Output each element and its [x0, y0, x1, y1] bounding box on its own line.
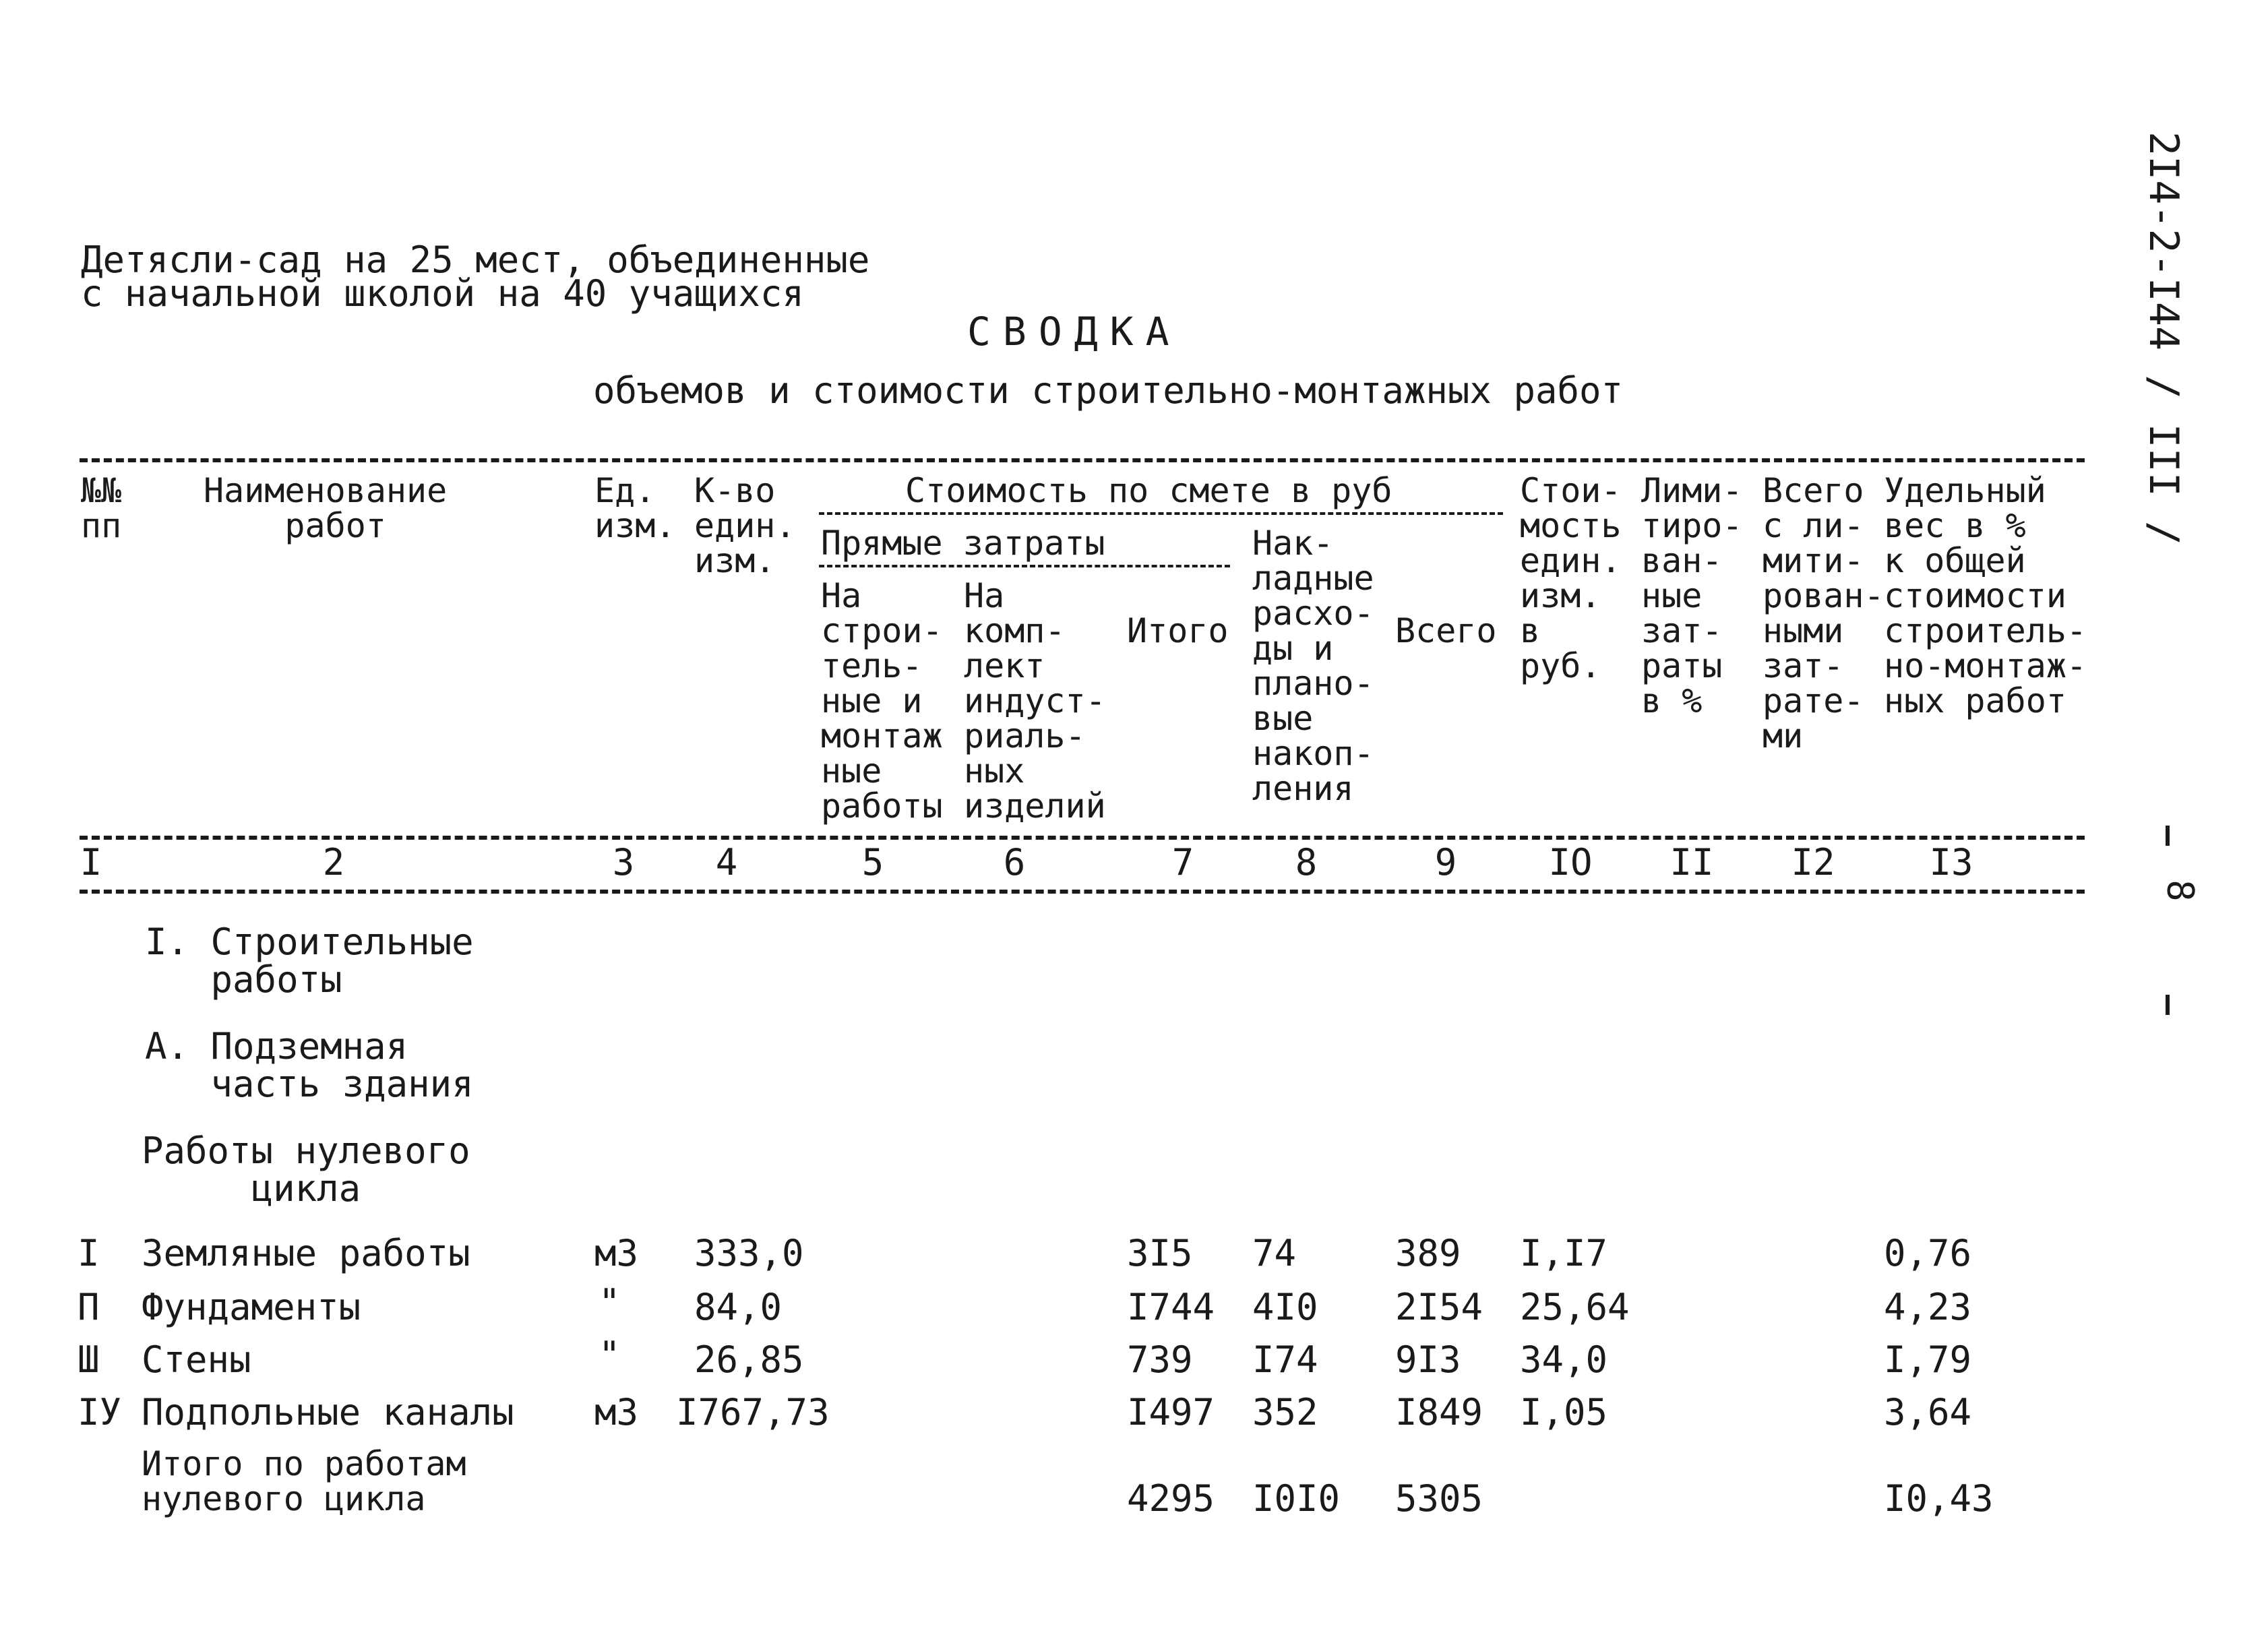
row-overhead: 74 — [1252, 1232, 1297, 1274]
row-number: IУ — [78, 1391, 122, 1433]
colnum-13: I3 — [1929, 841, 1973, 884]
colnum-3: 3 — [612, 841, 635, 884]
colnum-7: 7 — [1171, 841, 1194, 884]
row-overhead: 352 — [1252, 1391, 1318, 1433]
row-unit-cost: I,05 — [1520, 1391, 1608, 1433]
header-unit: Ед. изм. — [594, 471, 676, 545]
row-number: I — [78, 1232, 100, 1274]
row-unit-cost: 25,64 — [1520, 1286, 1630, 1328]
row-all: 389 — [1395, 1232, 1461, 1274]
header-col5: На строи- тель- ные и монтаж ные работы — [821, 576, 943, 826]
row-all: 9I3 — [1395, 1338, 1461, 1381]
row-total: 3I5 — [1127, 1232, 1193, 1274]
row-qty: 333,0 — [694, 1232, 804, 1274]
row-unit: м3 — [594, 1391, 639, 1433]
row-overhead: 4I0 — [1252, 1286, 1318, 1328]
header-col7: Итого — [1127, 611, 1229, 650]
row-total: I497 — [1127, 1391, 1215, 1433]
row-unit: " — [599, 1281, 621, 1324]
subtotal-total: 4295 — [1127, 1477, 1215, 1520]
row-unit-cost: I,I7 — [1520, 1232, 1608, 1274]
row-name: Земляные работы — [142, 1232, 470, 1274]
colnum-10: IO — [1548, 841, 1593, 884]
header-direct-costs: Прямые затраты — [821, 524, 1105, 563]
row-unit: " — [599, 1334, 621, 1376]
page-tick-bottom — [2166, 995, 2170, 1015]
colnum-top-rule — [80, 836, 2085, 840]
page-tick-top — [2166, 826, 2170, 846]
row-weight: 3,64 — [1884, 1391, 1972, 1433]
colnum-6: 6 — [1003, 841, 1026, 884]
section-zero-cycle: Работы нулевого цикла — [142, 1130, 470, 1210]
row-all: I849 — [1395, 1391, 1483, 1433]
row-total: I744 — [1127, 1286, 1215, 1328]
header-col10: Стои- мость един. изм. в руб. — [1520, 471, 1622, 685]
section-underground-part: А. Подземная часть здания — [145, 1025, 474, 1105]
subtotal-name: Итого по работам нулевого цикла — [142, 1444, 466, 1518]
header-col9: Всего — [1395, 611, 1497, 650]
header-num: №№ пп — [81, 471, 122, 545]
colnum-8: 8 — [1295, 841, 1318, 884]
row-unit-cost: 34,0 — [1520, 1338, 1608, 1381]
row-qty: 26,85 — [694, 1338, 804, 1381]
document-code: 2I4-2-I44 / III / — [2140, 131, 2187, 546]
row-all: 2I54 — [1395, 1286, 1483, 1328]
header-qty: К-во един. изм. — [694, 471, 796, 580]
colnum-bottom-rule — [80, 890, 2085, 894]
colnum-1: I — [80, 841, 102, 884]
row-weight: 0,76 — [1884, 1232, 1972, 1274]
object-line-2: с начальной школой на 40 учащихся — [81, 272, 804, 315]
object-line-1: Детясли-сад на 25 мест, объединенные — [81, 239, 870, 281]
header-name: Наименование работ — [204, 471, 448, 545]
header-col12: Всего с ли- мити- рован- ными зат- рате- ми — [1763, 471, 1884, 755]
row-qty: 84,0 — [694, 1286, 783, 1328]
subtotal-all: 5305 — [1395, 1477, 1483, 1520]
row-name: Подпольные каналы — [142, 1391, 514, 1433]
direct-costs-underline — [819, 565, 1230, 567]
doc-subtitle: объемов и стоимости строительно-монтажных работ — [593, 369, 1624, 412]
colnum-12: I2 — [1791, 841, 1835, 884]
row-overhead: I74 — [1252, 1338, 1318, 1381]
cost-group-underline — [819, 512, 1503, 515]
doc-title: СВОДКА — [967, 309, 1182, 354]
row-qty: I767,73 — [676, 1391, 830, 1433]
header-col11: Лими- тиро- ван- ные зат- раты в % — [1641, 471, 1743, 720]
colnum-2: 2 — [322, 841, 345, 884]
header-cost-group: Стоимость по смете в руб — [905, 471, 1392, 510]
row-weight: 4,23 — [1884, 1286, 1972, 1328]
table-top-rule — [80, 458, 2085, 462]
row-number: Ш — [78, 1338, 100, 1381]
subtotal-overhead: I0I0 — [1252, 1477, 1341, 1520]
page-number: 8 — [2159, 879, 2202, 902]
colnum-4: 4 — [715, 841, 738, 884]
section-construction-works: I. Строительные работы — [145, 921, 474, 1001]
colnum-5: 5 — [861, 841, 884, 884]
colnum-11: II — [1669, 841, 1714, 884]
row-number: П — [78, 1286, 100, 1328]
header-col13: Удельный вес в % к общей стоимости строитель- но-монтаж- ных работ — [1884, 471, 2087, 720]
row-unit: м3 — [594, 1232, 639, 1274]
subtotal-weight: I0,43 — [1884, 1477, 1994, 1520]
row-total: 739 — [1127, 1338, 1193, 1381]
row-name: Фундаменты — [142, 1286, 361, 1328]
colnum-9: 9 — [1434, 841, 1457, 884]
header-col8: Нак- ладные расхо- ды и плано- вые накоп- ления — [1252, 524, 1374, 808]
row-name: Стены — [142, 1338, 251, 1381]
row-weight: I,79 — [1884, 1338, 1972, 1381]
header-col6: На комп- лект индуст- риаль- ных изделий — [964, 576, 1106, 826]
